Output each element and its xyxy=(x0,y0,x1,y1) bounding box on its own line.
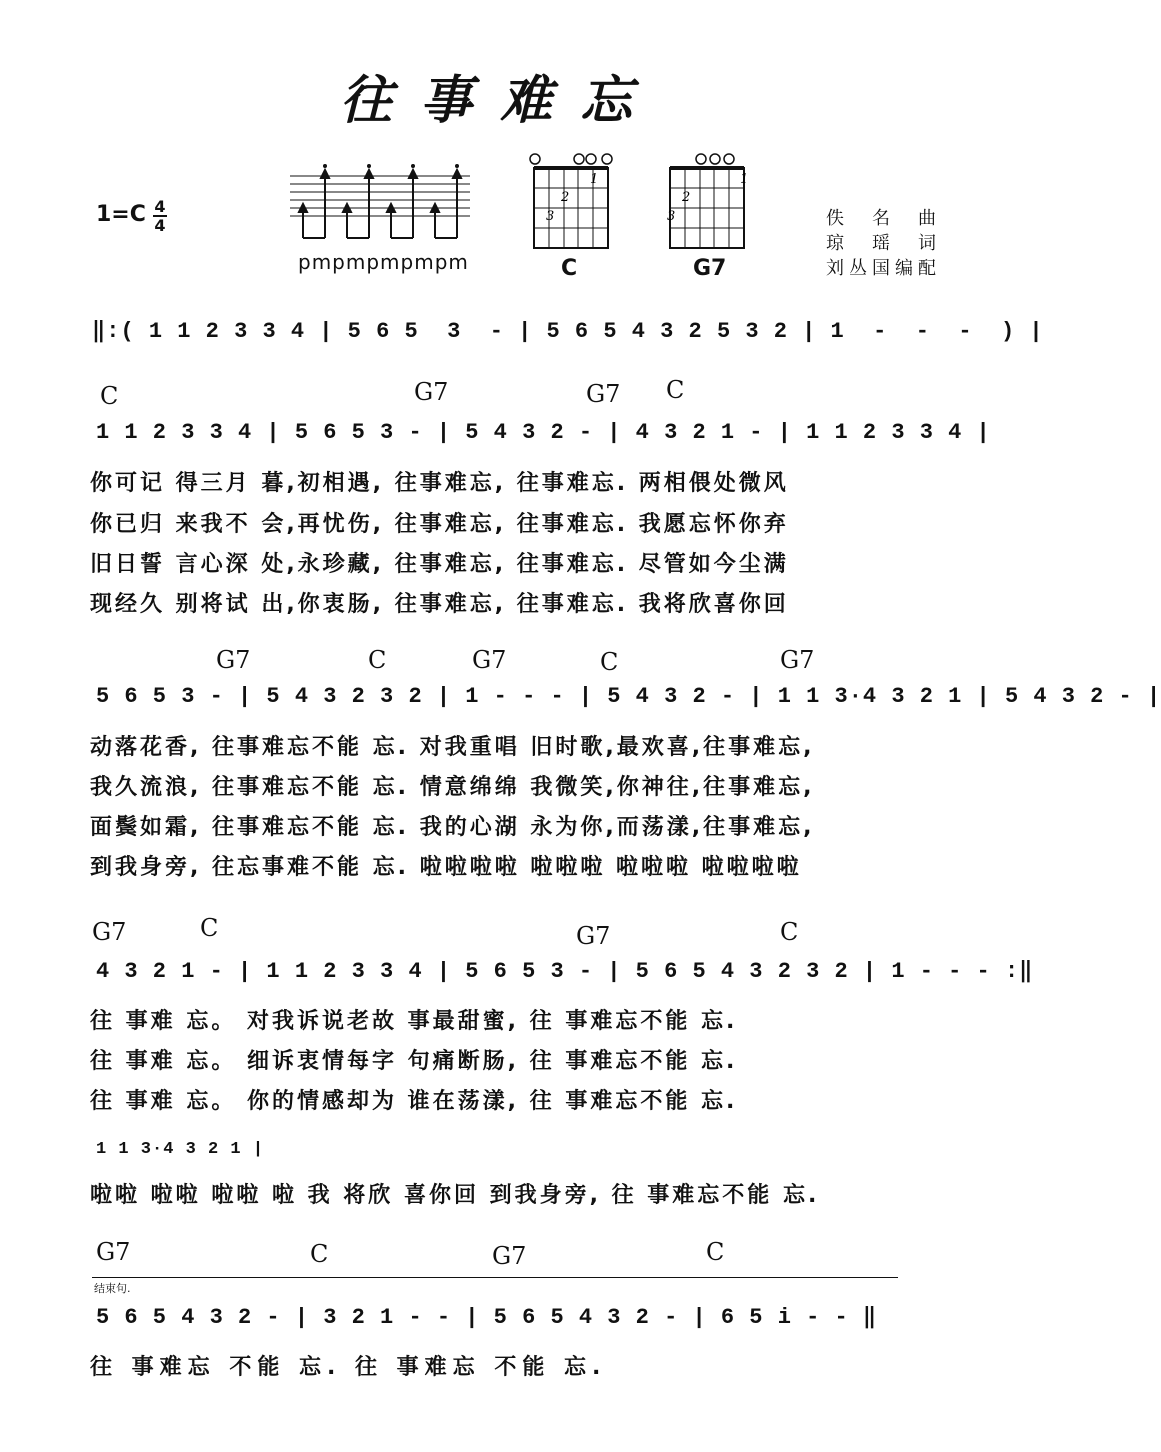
system4-lyrics: 啦啦 啦啦 啦啦 啦 我 将欣 喜你回 到我身旁, 往 事难忘不能 忘. xyxy=(90,1183,820,1208)
system5-lyrics: 往 事难忘 不能 忘. 往 事难忘 不能 忘. xyxy=(90,1355,607,1380)
chord-g7-finger-2: 2 xyxy=(682,190,691,205)
key-signature: 1=C xyxy=(96,202,146,227)
credit-lyricist: 琼瑶词 xyxy=(826,233,936,254)
system3-chord-4: C xyxy=(780,918,799,946)
credits xyxy=(826,206,936,281)
chord-g7-finger-1: 1 xyxy=(740,172,749,187)
system3-lyrics-verse3: 往 事难 忘。 你的情感却为 谁在荡漾, 往 事难忘不能 忘. xyxy=(90,1089,738,1114)
ending-bracket xyxy=(92,1277,898,1278)
system5-chord-1: G7 xyxy=(96,1238,131,1266)
system3-lyrics-verse2: 往 事难 忘。 细诉衷情每字 句痛断肠, 往 事难忘不能 忘. xyxy=(90,1049,738,1074)
system1-lyrics-verse3: 旧日誓 言心深 处,永珍藏, 往事难忘, 往事难忘. 尽管如今尘满 xyxy=(90,552,789,577)
chord-c-finger-1: 1 xyxy=(590,172,599,187)
chord-c-finger-2: 2 xyxy=(561,190,570,205)
system1-lyrics-verse4: 现经久 别将试 出,你衷肠, 往事难忘, 往事难忘. 我将欣喜你回 xyxy=(90,592,789,617)
system2-lyrics-verse3: 面鬓如霜, 往事难忘不能 忘. 我的心湖 永为你,而荡漾,往事难忘, xyxy=(90,815,815,840)
system3-lyrics-verse1: 往 事难 忘。 对我诉说老故 事最甜蜜, 往 事难忘不能 忘. xyxy=(90,1009,738,1034)
system2-notation: 5 6 5 3 - | 5 4 3 2 3 2 | 1 - - - | 5 4 3 2 - | 1 1 3·4 3 2 1 | 5 4 3 2 - | xyxy=(96,684,1161,709)
intro-notation: ‖:( 1 1 2 3 3 4 | 5 6 5 3 - | 5 6 5 4 3 2 5 3 2 | 1 - - - ) | xyxy=(92,319,1044,344)
system2-chord-1: G7 xyxy=(216,646,251,674)
chord-diagram-g7 xyxy=(664,150,750,252)
system1-chord-2: G7 xyxy=(414,378,449,406)
system1-lyrics-verse2: 你已归 来我不 会,再忧伤, 往事难忘, 往事难忘. 我愿忘怀你弃 xyxy=(90,512,789,537)
time-signature-bottom: 4 xyxy=(154,216,166,235)
system5-chord-4: C xyxy=(706,1238,725,1266)
system2-chord-2: C xyxy=(368,646,387,674)
system3-notation: 4 3 2 1 - | 1 1 2 3 3 4 | 5 6 5 3 - | 5 6 5 4 3 2 3 2 | 1 - - - :‖ xyxy=(96,959,1034,984)
system1-notation: 1 1 2 3 3 4 | 5 6 5 3 - | 5 4 3 2 - | 4 3 2 1 - | 1 1 2 3 3 4 | xyxy=(96,420,991,445)
system5-chord-3: G7 xyxy=(492,1242,527,1270)
system2-lyrics-verse4: 到我身旁, 往忘事难不能 忘. 啦啦啦啦 啦啦啦 啦啦啦 啦啦啦啦 xyxy=(90,855,802,880)
chord-g7-finger-3: 3 xyxy=(667,209,676,224)
system5-notation: 5 6 5 4 3 2 - | 3 2 1 - - | 5 6 5 4 3 2 - | 6 5 i - - ‖ xyxy=(96,1305,878,1330)
chord-diagram-c xyxy=(528,150,614,252)
chord-diagram-g7-label: G7 xyxy=(693,256,727,281)
system1-chord-1: C xyxy=(100,382,119,410)
system1-lyrics-verse1: 你可记 得三月 暮,初相遇, 往事难忘, 往事难忘. 两相偎处微风 xyxy=(90,471,789,496)
system3-chord-3: G7 xyxy=(576,922,611,950)
system5-chord-2: C xyxy=(310,1240,329,1268)
time-signature xyxy=(152,198,168,234)
ending-label: 结束句. xyxy=(94,1282,131,1295)
song-title: 往事难忘 xyxy=(339,70,660,131)
system2-chord-3: G7 xyxy=(472,646,507,674)
chord-diagram-c-label: C xyxy=(561,256,578,281)
system2-chord-5: G7 xyxy=(780,646,815,674)
system1-chord-4: C xyxy=(666,376,685,404)
system1-chord-3: G7 xyxy=(586,380,621,408)
credit-composer: 佚名曲 xyxy=(826,208,936,229)
system3-chord-1: G7 xyxy=(92,918,127,946)
system2-lyrics-verse1: 动落花香, 往事难忘不能 忘. 对我重唱 旧时歌,最欢喜,往事难忘, xyxy=(90,735,815,760)
system3-chord-2: C xyxy=(200,914,219,942)
chord-c-finger-3: 3 xyxy=(546,209,555,224)
system2-chord-4: C xyxy=(600,648,619,676)
strum-pattern-text: pmpmpmpmpm xyxy=(298,250,469,274)
strum-pattern-diagram xyxy=(288,158,472,248)
time-signature-top: 4 xyxy=(154,197,166,216)
system4-notation: 1 1 3·4 3 2 1 | xyxy=(96,1140,265,1159)
credit-arranger: 刘丛国编配 xyxy=(826,258,936,279)
system2-lyrics-verse2: 我久流浪, 往事难忘不能 忘. 情意绵绵 我微笑,你神往,往事难忘, xyxy=(90,775,815,800)
